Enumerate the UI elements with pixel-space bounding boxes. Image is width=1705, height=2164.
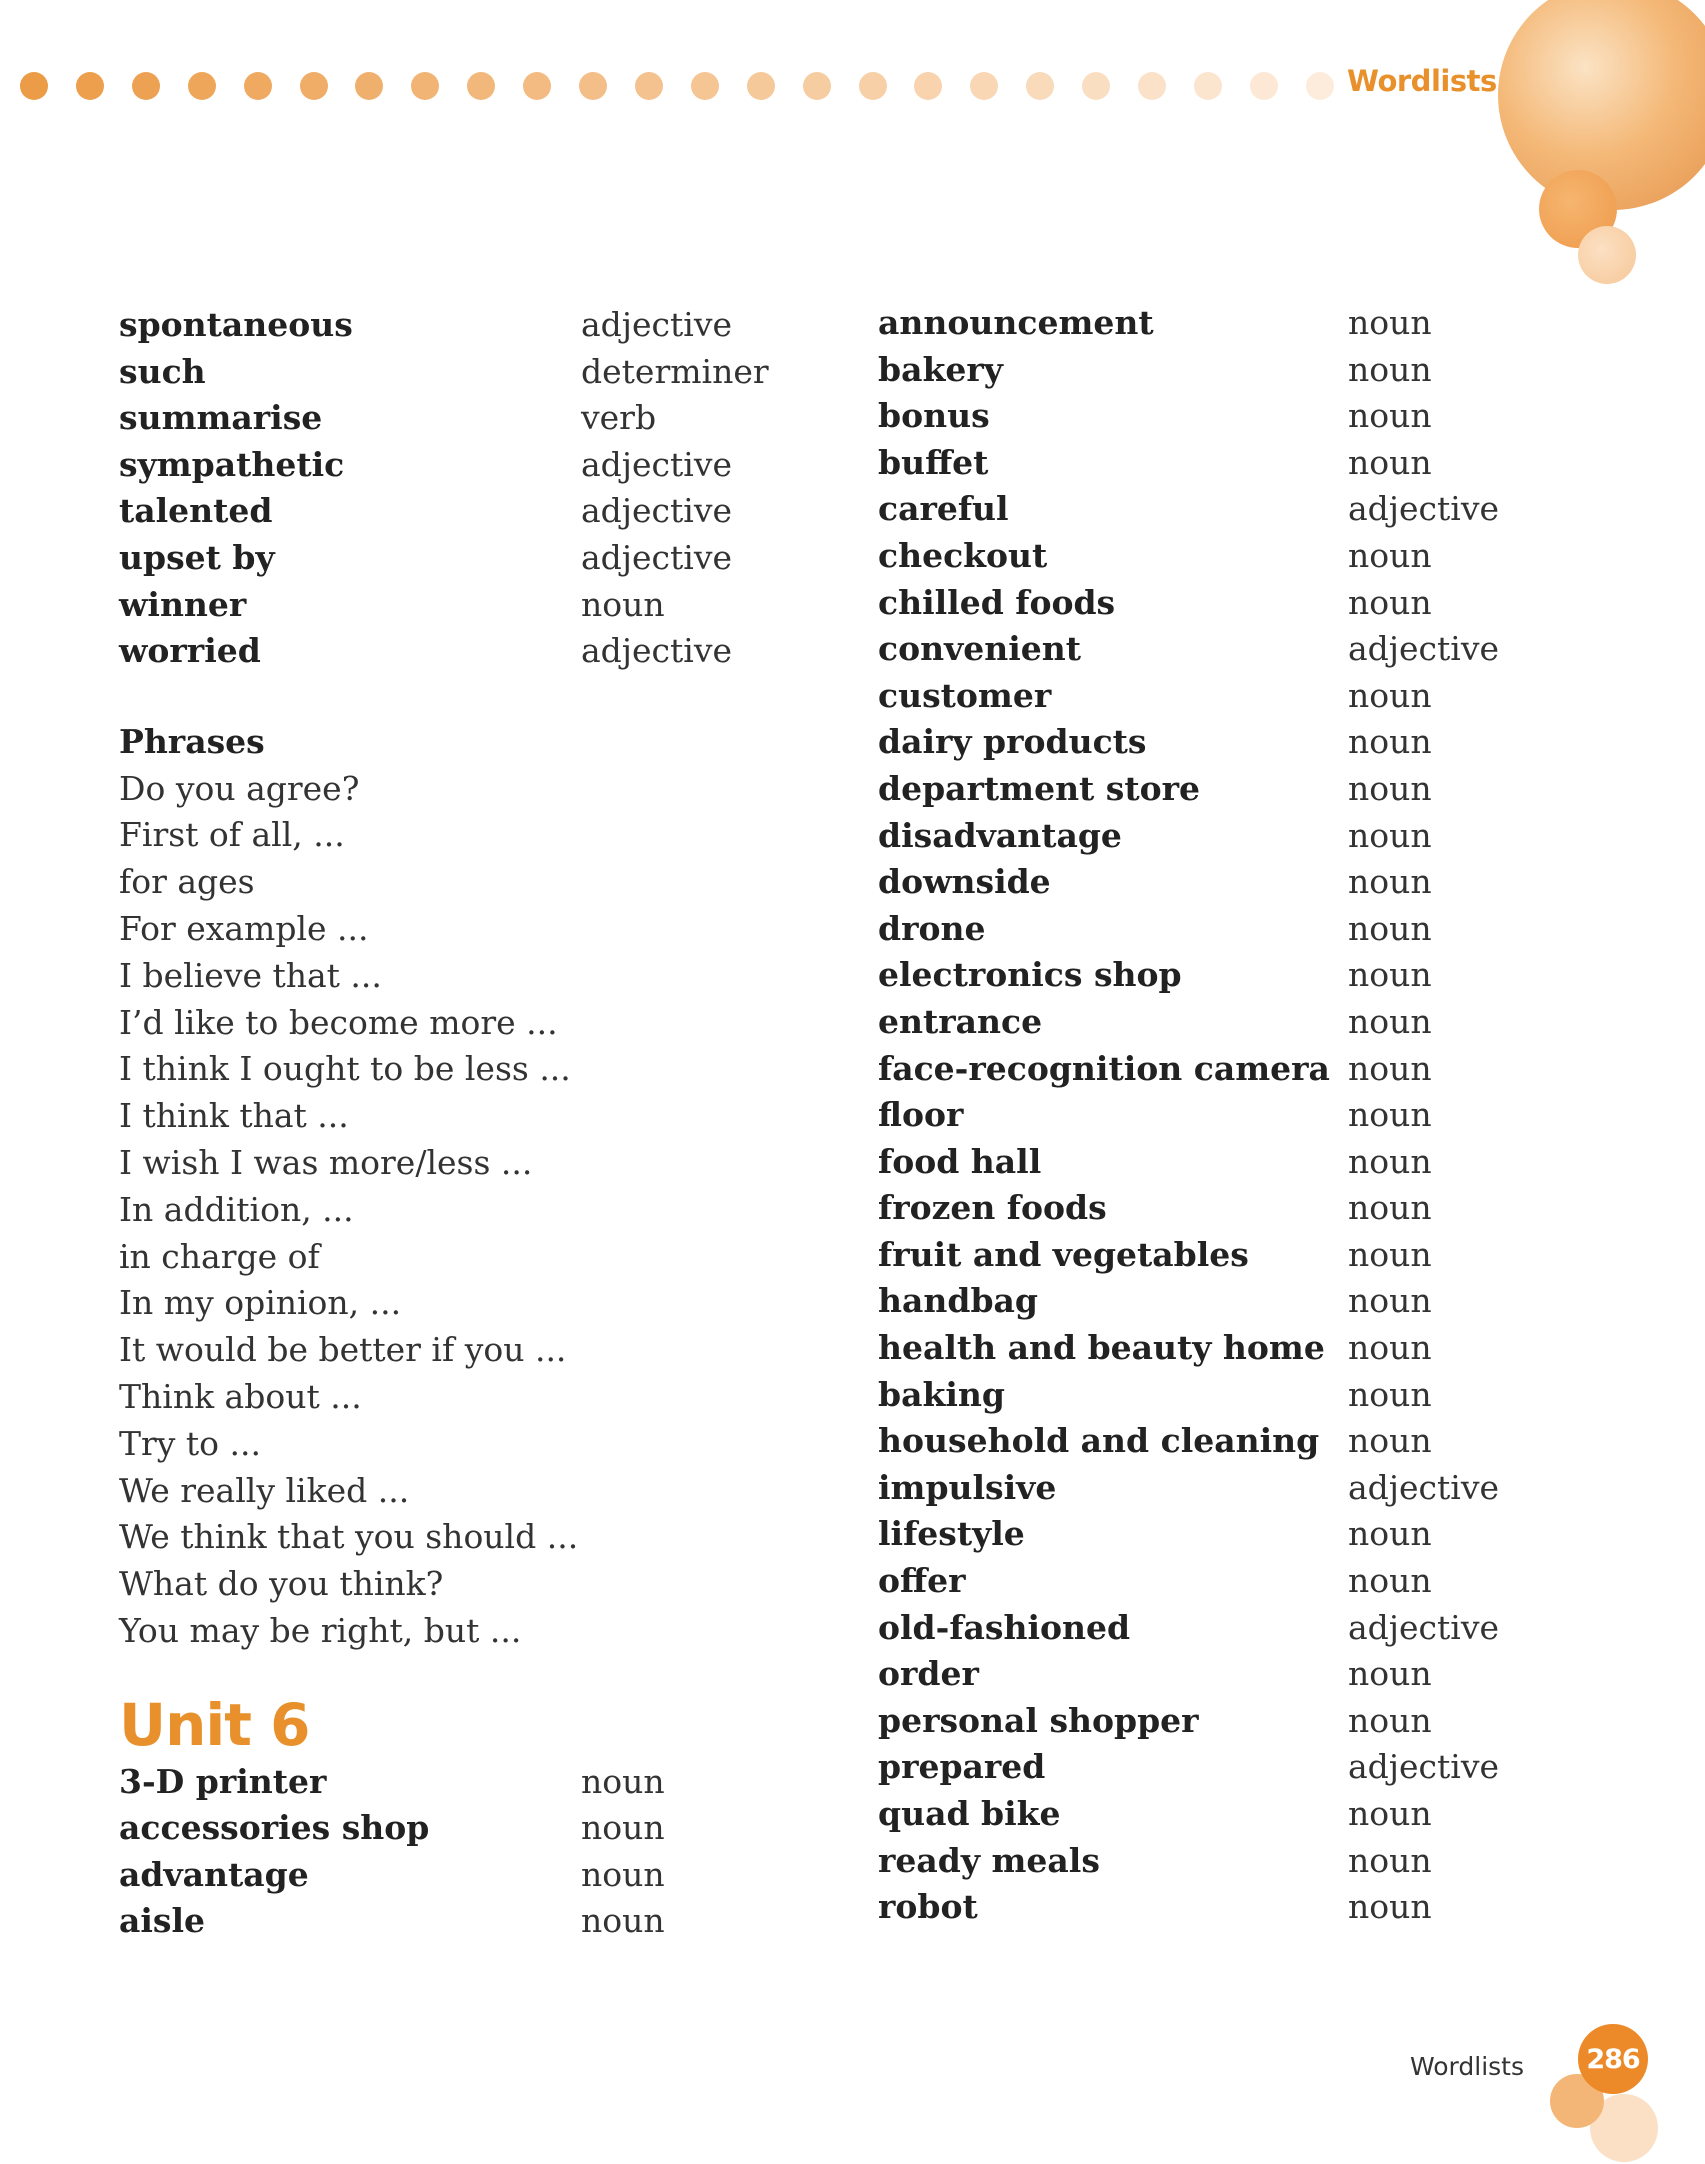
- word-entry: [878, 1654, 1578, 1701]
- decorative-dot: [523, 72, 551, 100]
- word-part-of-speech: adjective: [1348, 1467, 1500, 1507]
- word-entry: [119, 1855, 819, 1902]
- word-term: announcement: [878, 303, 1154, 342]
- word-term: chilled foods: [878, 582, 1116, 622]
- word-part-of-speech: noun: [1348, 722, 1432, 762]
- decorative-dot: [188, 72, 216, 100]
- word-term: spontaneous: [119, 305, 353, 344]
- word-part-of-speech: noun: [1348, 1514, 1432, 1554]
- word-term: lifestyle: [878, 1514, 1025, 1554]
- word-term: 3-D printer: [119, 1761, 327, 1801]
- word-entry: [878, 1887, 1578, 1934]
- left-column: [119, 305, 819, 1948]
- word-part-of-speech: noun: [1348, 1048, 1432, 1088]
- phrase-item: In addition, ...: [119, 1189, 354, 1229]
- word-term: aisle: [119, 1901, 206, 1941]
- phrase-item: We really liked ...: [119, 1470, 410, 1510]
- word-part-of-speech: noun: [1348, 396, 1432, 436]
- phrase-item: Think about ...: [119, 1376, 362, 1416]
- phrase-item: for ages: [119, 862, 255, 902]
- decorative-bubble: [1578, 226, 1636, 284]
- word-part-of-speech: noun: [1348, 1700, 1432, 1740]
- word-entry: [119, 631, 819, 678]
- word-entry: [878, 1142, 1578, 1189]
- word-entry: [878, 1794, 1578, 1841]
- word-part-of-speech: adjective: [581, 631, 733, 671]
- word-term: such: [119, 351, 206, 391]
- decorative-dot: [635, 72, 663, 100]
- word-entry: [878, 536, 1578, 583]
- word-term: department store: [878, 768, 1201, 808]
- word-part-of-speech: noun: [1348, 1654, 1432, 1694]
- word-entry: [878, 1608, 1578, 1655]
- decorative-dot: [970, 72, 998, 100]
- word-term: robot: [878, 1887, 978, 1927]
- word-part-of-speech: determiner: [581, 351, 769, 391]
- word-entry: [878, 1281, 1578, 1328]
- word-term: checkout: [878, 535, 1048, 575]
- word-term: winner: [119, 584, 247, 624]
- word-term: baking: [878, 1374, 1005, 1414]
- phrase-item: I think that ...: [119, 1096, 349, 1136]
- word-part-of-speech: noun: [581, 1854, 665, 1894]
- word-entry: [878, 303, 1578, 350]
- word-entry: [878, 862, 1578, 909]
- decorative-dot: [914, 72, 942, 100]
- word-part-of-speech: adjective: [581, 305, 733, 344]
- footer-label: Wordlists: [1410, 2052, 1525, 2081]
- word-part-of-speech: adjective: [581, 537, 733, 577]
- word-part-of-speech: noun: [1348, 768, 1432, 808]
- word-entry: [878, 1514, 1578, 1561]
- phrase-item: Do you agree?: [119, 768, 360, 808]
- word-part-of-speech: noun: [1348, 1561, 1432, 1601]
- word-entry: [878, 583, 1578, 630]
- word-part-of-speech: noun: [1348, 1095, 1432, 1135]
- word-part-of-speech: adjective: [1348, 629, 1500, 669]
- word-entry: [878, 722, 1578, 769]
- word-part-of-speech: noun: [581, 1901, 665, 1941]
- word-part-of-speech: noun: [581, 584, 665, 624]
- word-term: face-recognition camera: [878, 1048, 1330, 1088]
- word-entry: [878, 396, 1578, 443]
- decorative-dot-row: [0, 60, 1345, 110]
- word-entry: [878, 816, 1578, 863]
- word-entry: [878, 1375, 1578, 1422]
- decorative-dot: [1082, 72, 1110, 100]
- word-entry: [119, 1808, 819, 1855]
- decorative-dot: [1306, 72, 1334, 100]
- decorative-dot: [244, 72, 272, 100]
- word-term: frozen foods: [878, 1188, 1107, 1228]
- phrase-item: You may be right, but ...: [119, 1610, 522, 1650]
- word-part-of-speech: noun: [1348, 1421, 1432, 1461]
- word-term: drone: [878, 908, 986, 948]
- word-part-of-speech: noun: [1348, 1840, 1432, 1880]
- word-part-of-speech: noun: [1348, 815, 1432, 855]
- word-term: summarise: [119, 398, 323, 438]
- decorative-dot: [691, 72, 719, 100]
- word-entry: [119, 491, 819, 538]
- word-part-of-speech: noun: [1348, 1281, 1432, 1321]
- word-term: floor: [878, 1095, 964, 1135]
- word-term: food hall: [878, 1141, 1042, 1181]
- word-entry: [878, 1841, 1578, 1888]
- word-part-of-speech: noun: [581, 1808, 665, 1848]
- decorative-dot: [1250, 72, 1278, 100]
- word-part-of-speech: noun: [1348, 908, 1432, 948]
- word-part-of-speech: noun: [1348, 1374, 1432, 1414]
- word-term: bakery: [878, 349, 1003, 389]
- word-part-of-speech: noun: [1348, 675, 1432, 715]
- decorative-dot: [1138, 72, 1166, 100]
- word-entry: [119, 1901, 819, 1948]
- word-term: advantage: [119, 1854, 309, 1894]
- word-entry: [119, 352, 819, 399]
- word-entry: [878, 489, 1578, 536]
- word-part-of-speech: noun: [1348, 303, 1432, 342]
- decorative-dot: [579, 72, 607, 100]
- word-entry: [119, 305, 819, 352]
- word-entry: [878, 1747, 1578, 1794]
- phrase-item: We think that you should ...: [119, 1517, 579, 1557]
- unit-heading: Unit 6: [119, 1690, 310, 1759]
- page-header-title: Wordlists: [1347, 64, 1497, 98]
- phrase-list: [119, 769, 819, 1658]
- word-entry: [878, 1095, 1578, 1142]
- word-term: disadvantage: [878, 815, 1122, 855]
- decorative-dot: [132, 72, 160, 100]
- word-list-left: [119, 305, 819, 678]
- word-part-of-speech: noun: [1348, 1001, 1432, 1041]
- word-term: household and cleaning: [878, 1421, 1320, 1461]
- phrase-item: I think I ought to be less ...: [119, 1049, 571, 1089]
- word-entry: [878, 1701, 1578, 1748]
- phrase-item: In my opinion, ...: [119, 1283, 402, 1323]
- word-term: ready meals: [878, 1840, 1100, 1880]
- word-entry: [878, 1049, 1578, 1096]
- word-entry: [878, 350, 1578, 397]
- word-term: dairy products: [878, 722, 1147, 762]
- word-term: worried: [119, 631, 261, 671]
- word-entry: [878, 1002, 1578, 1049]
- word-part-of-speech: noun: [1348, 955, 1432, 995]
- decorative-dot: [747, 72, 775, 100]
- decorative-dot: [859, 72, 887, 100]
- word-entry: [878, 909, 1578, 956]
- word-list-unit6: [119, 1762, 819, 1948]
- phrases-heading: Phrases: [119, 721, 265, 761]
- word-part-of-speech: noun: [1348, 862, 1432, 902]
- word-entry: [119, 398, 819, 445]
- phrase-item: For example ...: [119, 908, 369, 948]
- word-entry: [878, 1328, 1578, 1375]
- phrase-item: I wish I was more/less ...: [119, 1142, 533, 1182]
- word-term: downside: [878, 862, 1051, 902]
- decorative-dot: [76, 72, 104, 100]
- phrase-item: First of all, ...: [119, 815, 345, 855]
- word-entry: [878, 955, 1578, 1002]
- word-term: bonus: [878, 396, 990, 436]
- decorative-dot: [1194, 72, 1222, 100]
- word-part-of-speech: verb: [581, 398, 657, 438]
- word-entry: [878, 769, 1578, 816]
- decorative-dot: [411, 72, 439, 100]
- word-term: customer: [878, 675, 1052, 715]
- word-term: old-fashioned: [878, 1607, 1131, 1647]
- decorative-dot: [1026, 72, 1054, 100]
- word-entry: [878, 1235, 1578, 1282]
- word-entry: [119, 1762, 819, 1809]
- decorative-dot: [467, 72, 495, 100]
- word-term: prepared: [878, 1747, 1046, 1787]
- word-list-right: [878, 303, 1578, 1934]
- word-term: quad bike: [878, 1794, 1061, 1833]
- phrase-item: Try to ...: [119, 1423, 262, 1463]
- word-part-of-speech: adjective: [581, 444, 733, 484]
- phrase-item: in charge of: [119, 1236, 320, 1276]
- word-part-of-speech: noun: [1348, 1234, 1432, 1274]
- word-entry: [878, 1188, 1578, 1235]
- word-entry: [878, 1561, 1578, 1608]
- word-term: upset by: [119, 537, 275, 577]
- word-entry: [878, 1421, 1578, 1468]
- phrase-item: I believe that ...: [119, 955, 382, 995]
- word-part-of-speech: noun: [1348, 1328, 1432, 1368]
- decorative-dot: [300, 72, 328, 100]
- word-term: careful: [878, 489, 1009, 529]
- word-part-of-speech: noun: [1348, 1887, 1432, 1927]
- decorative-dot: [803, 72, 831, 100]
- word-part-of-speech: adjective: [581, 491, 733, 531]
- word-term: fruit and vegetables: [878, 1234, 1249, 1274]
- word-term: buffet: [878, 442, 989, 482]
- word-part-of-speech: noun: [1348, 1188, 1432, 1228]
- page-number-badge: 286: [1578, 2024, 1648, 2094]
- word-term: talented: [119, 491, 273, 531]
- word-entry: [878, 1468, 1578, 1515]
- word-entry: [878, 629, 1578, 676]
- word-term: offer: [878, 1561, 966, 1601]
- phrase-item: It would be better if you ...: [119, 1330, 567, 1370]
- decorative-dot: [355, 72, 383, 100]
- word-term: accessories shop: [119, 1808, 430, 1848]
- word-entry: [119, 585, 819, 632]
- word-term: entrance: [878, 1001, 1043, 1041]
- phrase-item: I’d like to become more ...: [119, 1002, 558, 1042]
- word-term: convenient: [878, 629, 1082, 669]
- word-part-of-speech: noun: [1348, 442, 1432, 482]
- word-part-of-speech: adjective: [1348, 1747, 1500, 1787]
- right-column: [878, 303, 1578, 1934]
- word-entry: [119, 538, 819, 585]
- word-part-of-speech: noun: [581, 1761, 665, 1801]
- word-part-of-speech: noun: [1348, 582, 1432, 622]
- word-entry: [878, 676, 1578, 723]
- phrase-item: What do you think?: [119, 1564, 444, 1604]
- word-entry: [119, 445, 819, 492]
- word-part-of-speech: adjective: [1348, 489, 1500, 529]
- word-term: electronics shop: [878, 955, 1182, 995]
- word-term: order: [878, 1654, 979, 1694]
- word-term: health and beauty home: [878, 1328, 1325, 1368]
- word-term: impulsive: [878, 1467, 1057, 1507]
- word-part-of-speech: noun: [1348, 349, 1432, 389]
- word-term: handbag: [878, 1281, 1038, 1321]
- word-part-of-speech: adjective: [1348, 1607, 1500, 1647]
- word-part-of-speech: noun: [1348, 1794, 1432, 1833]
- word-entry: [878, 443, 1578, 490]
- word-part-of-speech: noun: [1348, 535, 1432, 575]
- word-term: sympathetic: [119, 444, 345, 484]
- word-term: personal shopper: [878, 1700, 1199, 1740]
- word-part-of-speech: noun: [1348, 1141, 1432, 1181]
- decorative-dot: [20, 72, 48, 100]
